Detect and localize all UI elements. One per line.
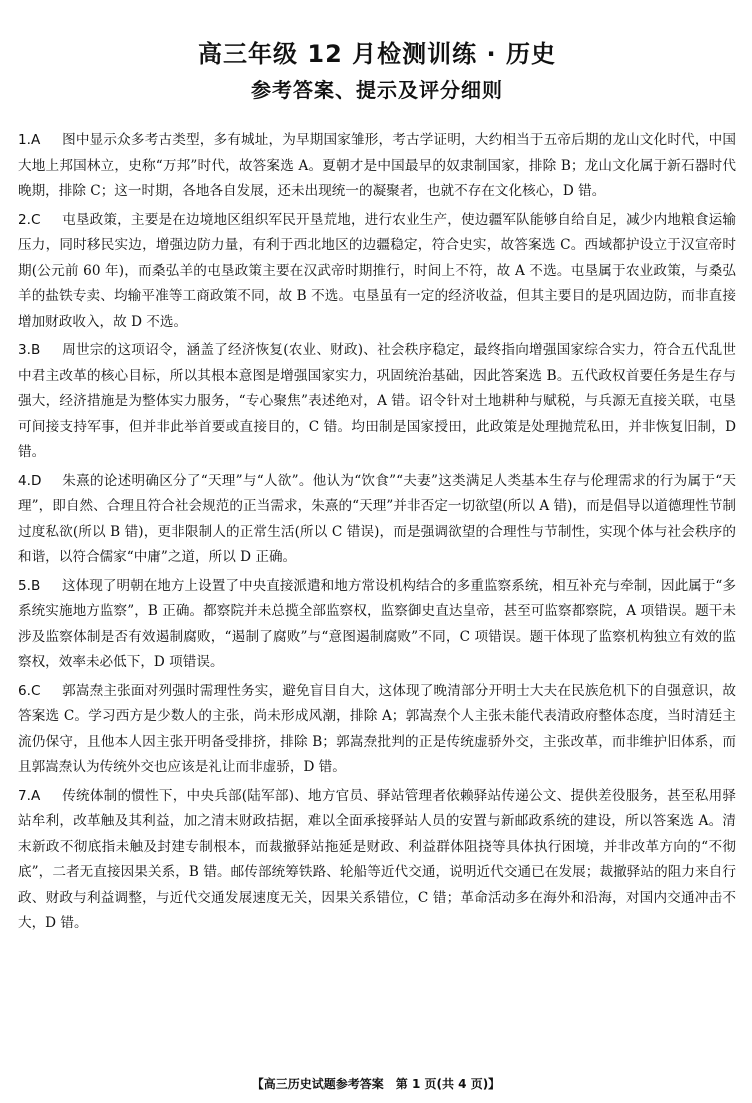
answer-item [18,208,736,336]
page-subtitle: 参考答案、提示及评分细则 [251,78,503,102]
answer-number: 3.B [18,342,41,358]
answer-number: 2.C [18,211,41,228]
answer-number: 1.A [18,132,41,148]
answer-item [18,679,736,781]
answer-item [18,338,736,466]
answer-text: 屯垦政策，主要是在边境地区组织军民开垦荒地，进行农业生产，使边疆军队能够自给自足，减少内地粮食运输压力，同时移民实边，增强边防力量，有利于西北地区的边疆稳定，符合史实，故答案选 C。西域都护设立于汉宣帝时期(公元前 60 年)，而桑弘羊的屯垦政策主要在汉武帝时期推行，时间上不符，故 A 不选。屯垦属于农业政策，与桑弘羊的盐铁专卖、均输平准等工商政策不同，故 B 不选。屯垦虽有一定的经济收益，但其主要目的是巩固边防，而非直接增加财政收入，故 D 不选。 [18,211,736,330]
page-title: 高三年级 12 月检测训练 · 历史 [198,40,556,68]
answer-number: 4.D [18,472,42,489]
answer-text: 周世宗的这项诏令，涵盖了经济恢复(农业、财政)、社会秩序稳定，最终指向增强国家综合实力，符合五代乱世中君主改革的核心目标，所以其根本意图是增强国家实力，巩固统治基础，因此答案选 B。五代政权首要任务是生存与强大，经济措施是为整体实力服务，“专心聚焦”表述绝对，A 错。诏令针对土地耕种与赋税，与兵源无直接关联，屯垦可间接支持军事，但并非此举首要或直接目的，C 错。均田制是国家授田，此政策是处理抛荒私田，并非恢复旧制，D 错。 [18,342,736,460]
answer-text: 这体现了明朝在地方上设置了中央直接派遣和地方常设机构结合的多重监察系统，相互补充与牵制，因此属于“多系统实施地方监察”，B 正确。都察院并未总揽全部监察权，监察御史直达皇帝，甚至可监察都察院，A 项错误。题干未涉及监察体制是否有效遏制腐败，“遏制了腐败”与“意图遏制腐败”不同，C 项错误。题干体现了监察机构独立有效的监察权，效率未必低下，D 项错误。 [18,577,736,670]
answer-number: 5.B [18,577,41,594]
page-footer: 【高三历史试题参考答案 第 1 页(共 4 页)】 [251,1077,501,1091]
answer-item [18,128,736,205]
answer-number: 7.A [18,787,41,804]
answer-list [18,128,736,937]
answer-number: 6.C [18,682,41,699]
answer-text: 图中显示众多考古类型，多有城址，为早期国家雏形，考古学证明，大约相当于五帝后期的龙山文化时代，中国大地上邦国林立，史称“万邦”时代，故答案选 A。夏朝才是中国最早的奴隶制国家，排除 B；龙山文化属于新石器时代晚期，排除 C；这一时期，各地各自发展，还未出现统一的凝聚者，也就不存在文化核心，D 错。 [18,132,736,199]
answer-item [18,469,736,571]
answer-item [18,784,736,937]
answer-text: 朱熹的论述明确区分了“天理”与“人欲”。他认为“饮食”“夫妻”这类满足人类基本生存与伦理需求的行为属于“天理”，即自然、合理且符合社会规范的正当需求，朱熹的“天理”并非否定一切欲望(所以 A 错)，而是倡导以道德理性节制过度私欲(所以 B 错)，更非限制人的正常生活(所以 C 错误)，而是强调欲望的合理性与节制性，实现个体与社会秩序的和谐，以符合儒家“中庸”之道，所以 D 正确。 [18,472,736,565]
answer-text: 郭嵩焘主张面对列强时需理性务实，避免盲目自大，这体现了晚清部分开明士大夫在民族危机下的自强意识，故答案选 C。学习西方是少数人的主张，尚未形成风潮，排除 A；郭嵩焘个人主张未能代表清政府整体态度，当时清廷主流仍保守，且他本人因主张开明备受排挤，排除 B；郭嵩焘批判的正是传统虚骄外交，主张改革，而非维护旧体系，而且郭嵩焘认为传统外交也应该是礼让而非虚骄，D 错。 [18,682,736,775]
answer-text: 传统体制的惯性下，中央兵部(陆军部)、地方官员、驿站管理者依赖驿站传递公文、提供差役服务，甚至私用驿站牟利，改革触及其利益，加之清末财政拮据，难以全面承接驿站人员的安置与新邮政系统的建设，所以答案选 A。清末新政不彻底指未触及封建专制根本，而裁撤驿站拖延是财政、利益群体阻挠等具体执行困境，并非改革方向的“不彻底”，二者无直接因果关系，B 错。邮传部统筹铁路、轮船等近代交通，说明近代交通已在发展；裁撤驿站的阻力来自行政、财政与利益调整，与近代交通发展速度无关，因果关系错位，C 错；革命活动多在海外和沿海，对国内交通冲击不大，D 错。 [18,787,736,931]
answer-item [18,574,736,676]
